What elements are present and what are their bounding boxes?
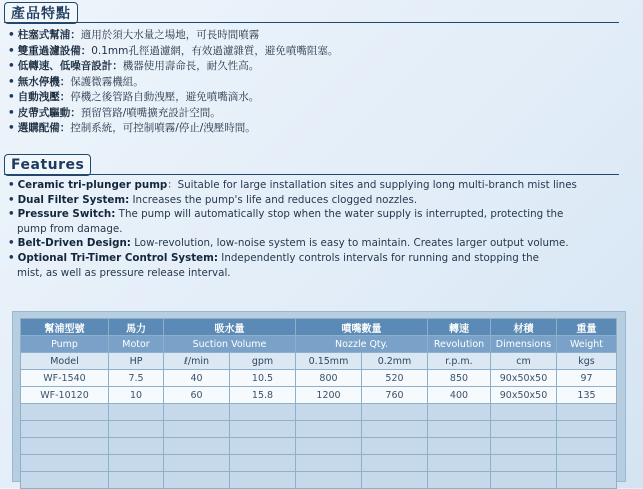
unit-cell: 0.2mm <box>362 353 428 370</box>
header-row-en <box>21 336 617 353</box>
zh-section-title: 產品特點 <box>4 2 78 24</box>
table-cell: WF-10120 <box>21 387 109 404</box>
bullet-icon: • <box>8 29 15 41</box>
en-section-rule <box>4 174 619 175</box>
unit-cell: HP <box>109 353 164 370</box>
zh-feature-list <box>8 28 338 137</box>
column-header: Motor <box>109 336 164 353</box>
table-cell: 90x50x50 <box>491 370 557 387</box>
table-cell: 60 <box>164 387 230 404</box>
column-header: 噴嘴數量 <box>296 319 428 336</box>
column-header: 幫浦型號 <box>21 319 109 336</box>
table-cell: 1200 <box>296 387 362 404</box>
list-item: • Dual Filter System: Increases the pump's life and reduces clogged nozzles. <box>8 193 418 206</box>
bullet-icon: • <box>8 237 15 250</box>
table-cell: 400 <box>428 387 491 404</box>
table-cell: 760 <box>362 387 428 404</box>
empty-row <box>21 455 617 472</box>
empty-row <box>21 438 617 455</box>
empty-row <box>21 472 617 489</box>
column-header: 馬力 <box>109 319 164 336</box>
unit-cell: gpm <box>230 353 296 370</box>
table-cell: 135 <box>557 387 617 404</box>
column-header: 材積 <box>491 319 557 336</box>
column-header: 轉速 <box>428 319 491 336</box>
table-cell: 10 <box>109 387 164 404</box>
column-header: Suction Volume <box>164 336 296 353</box>
list-item: • Pressure Switch: The pump will automatically stop when the water supply is interrupted, protecting the pump from damage. <box>8 208 564 235</box>
table-cell: 15.8 <box>230 387 296 404</box>
zh-section-rule <box>4 22 619 23</box>
list-item: • Optional Tri-Timer Control System: Independently controls intervals for running and stopping the mist, as well as pressure release interval. <box>8 251 539 279</box>
table-row <box>21 370 617 387</box>
table-cell: 97 <box>557 370 617 387</box>
list-item: • 無水停機：保護微霧機組。 <box>8 75 144 88</box>
table-cell: WF-1540 <box>21 370 109 387</box>
unit-cell: r.p.m. <box>428 353 491 370</box>
bullet-icon: • <box>8 179 15 191</box>
table-cell: 850 <box>428 370 491 387</box>
list-item: • 雙重過濾設備：0.1mm孔徑過濾網，有效過濾雜質，避免噴嘴阻塞。 <box>8 44 339 57</box>
table-cell: 90x50x50 <box>491 387 557 404</box>
column-header: 吸水量 <box>164 319 296 336</box>
bullet-icon: • <box>8 193 15 206</box>
en-feature-list <box>8 178 633 280</box>
column-header: Nozzle Qty. <box>296 336 428 353</box>
list-item: • Ceramic tri-plunger pump：Suitable for large installation sites and supplying long multi-branch mist lines <box>8 179 577 191</box>
bullet-icon: • <box>8 122 15 134</box>
table-cell: 7.5 <box>109 370 164 387</box>
list-item: • 低轉速、低噪音設計：機器使用壽命長，耐久性高。 <box>8 60 260 72</box>
empty-row <box>21 404 617 421</box>
list-item: • 選購配備：控制系統，可控制噴霧/停止/洩壓時間。 <box>8 122 256 134</box>
unit-cell: cm <box>491 353 557 370</box>
spec-table-panel <box>12 311 626 482</box>
column-header: Pump <box>21 336 109 353</box>
table-cell: 800 <box>296 370 362 387</box>
table-row <box>21 387 617 404</box>
en-section-title: Features <box>4 154 91 176</box>
bullet-icon: • <box>8 91 15 103</box>
bullet-icon: • <box>8 60 15 72</box>
column-header: Dimensions <box>491 336 557 353</box>
unit-cell: kgs <box>557 353 617 370</box>
column-header: Weight <box>557 336 617 353</box>
column-header: Revolution <box>428 336 491 353</box>
units-row <box>21 353 617 370</box>
header-row-zh <box>21 319 617 336</box>
unit-cell: Model <box>21 353 109 370</box>
list-item: • Belt-Driven Design: Low-revolution, low-noise system is easy to maintain. Creates larger output volume. <box>8 237 569 250</box>
zh-section-header <box>4 2 78 24</box>
empty-row <box>21 421 617 438</box>
unit-cell: ℓ/min <box>164 353 230 370</box>
table-cell: 10.5 <box>230 370 296 387</box>
table-cell: 40 <box>164 370 230 387</box>
bullet-icon: • <box>8 106 15 119</box>
unit-cell: 0.15mm <box>296 353 362 370</box>
bullet-icon: • <box>8 75 15 88</box>
table-cell: 520 <box>362 370 428 387</box>
list-item: • 皮帶式驅動：預留管路/噴嘴擴充設計空間。 <box>8 106 221 119</box>
list-item: • 柱塞式幫浦：適用於須大水量之場地，可長時間噴霧 <box>8 29 260 41</box>
column-header: 重量 <box>557 319 617 336</box>
bullet-icon: • <box>8 251 15 264</box>
list-item: • 自動洩壓：停機之後管路自動洩壓，避免噴嘴滴水。 <box>8 91 260 103</box>
bullet-icon: • <box>8 44 15 57</box>
spec-table <box>20 318 617 489</box>
en-section-header <box>4 154 91 176</box>
bullet-icon: • <box>8 208 15 221</box>
